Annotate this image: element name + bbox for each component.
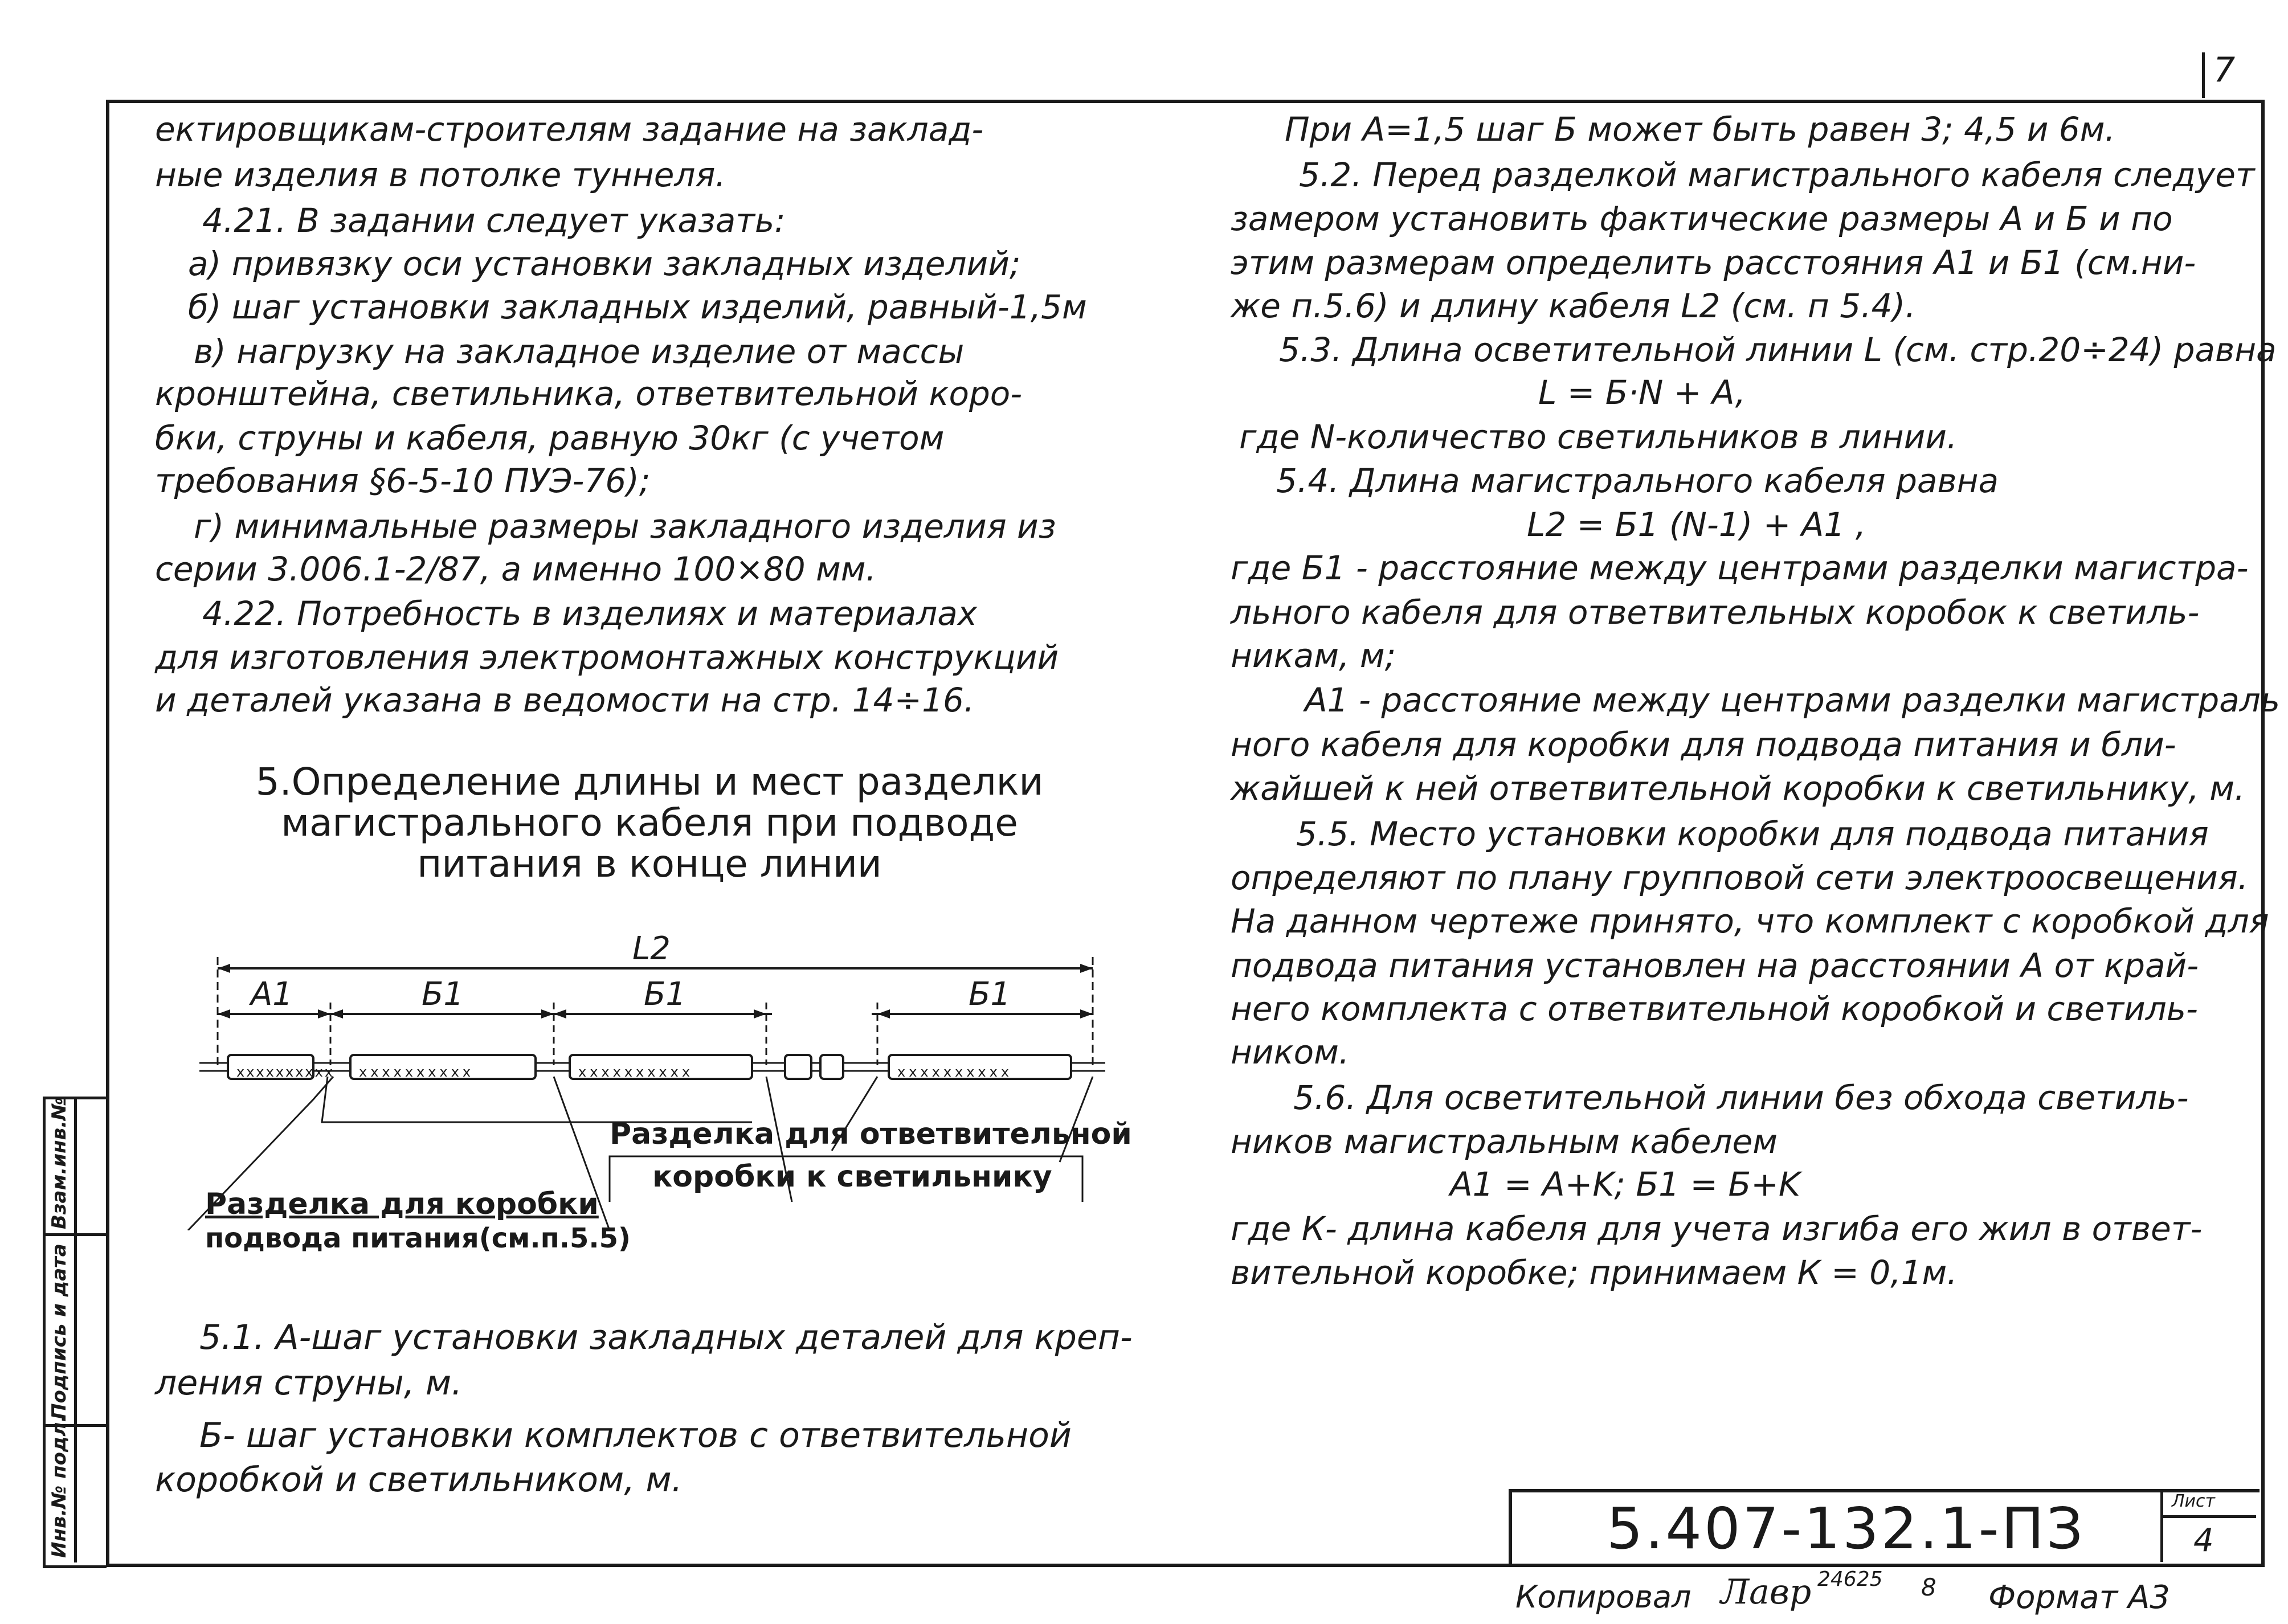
text-line: кронштейна, светильника, ответвительной коро- xyxy=(155,374,1023,413)
label-b1: Б1 xyxy=(644,976,687,1013)
text-line: 4.22. Потребность в изделиях и материалах xyxy=(202,594,978,633)
sheet-corner-number: 7 xyxy=(2213,50,2236,90)
document-code: 5.407-132.1-ПЗ xyxy=(1607,1495,2086,1562)
stamp-replace-inv: Взам.инв.№ xyxy=(48,1097,71,1229)
section-title-line: магистрального кабеля при подводе xyxy=(281,801,1018,845)
label-b1: Б1 xyxy=(969,976,1011,1013)
text-line: коробкой и светильником, м. xyxy=(155,1460,683,1500)
text-line: и деталей указана в ведомости на стр. 14÷16. xyxy=(155,681,975,719)
text-line: подвода питания установлен на расстоянии А от край- xyxy=(1231,946,2199,985)
formula-line: A1 = A+K; Б1 = Б+K xyxy=(1450,1165,1800,1204)
cable-marking: xxxxxxxxxx xyxy=(359,1064,475,1080)
title-block-divider xyxy=(2160,1489,2163,1562)
text-line: ного кабеля для коробки для подвода питания и бли- xyxy=(1231,725,2176,764)
leader-bar xyxy=(322,1077,752,1122)
text-line: него комплекта с ответвительной коробкой и светиль- xyxy=(1231,989,2198,1028)
text-line: 4.21. В задании следует указать: xyxy=(202,201,786,240)
text-line: ником. xyxy=(1231,1033,1350,1071)
stamp-inv-no: Инв.№ подл. xyxy=(48,1414,71,1558)
formula-line: L2 = Б1 (N-1) + A1 , xyxy=(1527,505,1866,544)
text-line: 5.5. Место установки коробки для подвода питания xyxy=(1296,815,2209,853)
text-line: этим размерам определить расстояния А1 и Б1 (см.ни- xyxy=(1231,243,2196,282)
label-total-length: L2 xyxy=(632,930,671,967)
corner-tick xyxy=(2202,52,2205,98)
branch-cut-label-2: коробки к светильнику xyxy=(652,1160,1052,1194)
sheet-label: Лист xyxy=(2172,1491,2216,1511)
text-line: ные изделия в потолке туннеля. xyxy=(155,156,726,194)
formula-line: L = Б·N + A, xyxy=(1538,373,1746,412)
stamp-signature-date: Подпись и дата xyxy=(48,1243,71,1420)
text-line: вительной коробке; принимаем К = 0,1м. xyxy=(1231,1253,1958,1292)
section-title-line: питания в конце линии xyxy=(417,842,882,886)
footer-signature: Лавр xyxy=(1721,1572,1812,1612)
text-line: г) минимальные размеры закладного изделия из xyxy=(194,507,1056,546)
cable-marking: xxxxxxxxxx xyxy=(897,1064,1013,1080)
text-line: ления струны, м. xyxy=(155,1363,463,1403)
label-a1: A1 xyxy=(251,976,293,1013)
section-title-line: 5.Определение длины и мест разделки xyxy=(255,760,1044,804)
text-line: же п.5.6) и длину кабеля L2 (см. п 5.4). xyxy=(1231,287,1916,325)
text-line: жайшей к ней ответвительной коробки к светильнику, м. xyxy=(1231,769,2245,808)
label-b1: Б1 xyxy=(422,976,464,1013)
text-line: бки, струны и кабеля, равную 30кг (с учетом xyxy=(155,419,945,457)
text-line: 5.6. Для осветительной линии без обхода светиль- xyxy=(1293,1078,2189,1117)
sheet-number: 4 xyxy=(2193,1522,2214,1559)
text-line: в) нагрузку на закладное изделие от массы xyxy=(194,332,965,371)
text-line: На данном чертеже принято, что комплект с коробкой для xyxy=(1231,902,2269,940)
text-line: 5.4. Длина магистрального кабеля равна xyxy=(1276,461,1999,500)
supply-cut-label-1: Разделка для коробки xyxy=(205,1187,599,1221)
cable-marking: xxxxxxxxxx xyxy=(578,1064,694,1080)
cable-marking: xxxxxxxxxx xyxy=(236,1064,335,1080)
text-line: где N-количество светильников в линии. xyxy=(1239,418,1958,456)
branch-cut-label-1: Разделка для ответвительной xyxy=(610,1117,1132,1151)
cable-segment xyxy=(785,1055,811,1079)
text-line: где К- длина кабеля для учета изгиба его жил в ответ- xyxy=(1231,1209,2203,1248)
text-line: 5.1. А-шаг установки закладных деталей для креп- xyxy=(199,1318,1133,1357)
cable-segment xyxy=(820,1055,843,1079)
text-line: никам, м; xyxy=(1231,636,1396,675)
footer-copied: Копировал xyxy=(1515,1579,1692,1615)
text-line: для изготовления электромонтажных конструкций xyxy=(155,638,1059,677)
text-line: 5.3. Длина осветительной линии L (см. стр.20÷24) равна xyxy=(1279,330,2277,369)
text-line: При А=1,5 шаг Б может быть равен 3; 4,5 и 6м. xyxy=(1285,110,2115,149)
text-line: замером установить фактические размеры А и Б и по xyxy=(1231,199,2173,238)
footer-order-number: 24625 xyxy=(1817,1568,1883,1591)
text-line: а) привязку оси установки закладных изделий; xyxy=(188,244,1021,283)
text-line: определяют по плану групповой сети электроосвещения. xyxy=(1231,858,2249,897)
title-block-row xyxy=(2160,1515,2256,1518)
text-line: ектировщикам-строителям задание на заклад- xyxy=(155,110,984,149)
text-line: ников магистральным кабелем xyxy=(1231,1122,1778,1161)
text-line: льного кабеля для ответвительных коробок к светиль- xyxy=(1231,593,2200,632)
footer-format: Формат А3 xyxy=(1988,1579,2170,1616)
side-stamp-divider xyxy=(74,1097,77,1562)
side-stamp-row-divider xyxy=(43,1233,107,1236)
text-line: б) шаг установки закладных изделий, равный-1,5м xyxy=(188,288,1087,326)
text-line: А1 - расстояние между центрами разделки магистраль xyxy=(1305,681,2281,719)
text-line: 5.2. Перед разделкой магистрального кабеля следует xyxy=(1299,156,2255,194)
text-line: где Б1 - расстояние между центрами разделки магистра- xyxy=(1231,549,2249,587)
text-line: серии 3.006.1-2/87, а именно 100×80 мм. xyxy=(155,550,877,588)
footer-order-suffix: 8 xyxy=(1921,1573,1936,1601)
supply-cut-label-2: подвода питания(см.п.5.5) xyxy=(205,1222,631,1254)
text-line: Б- шаг установки комплектов с ответвительной xyxy=(199,1416,1072,1455)
text-line: требования §6-5-10 ПУЭ-76); xyxy=(155,461,651,500)
